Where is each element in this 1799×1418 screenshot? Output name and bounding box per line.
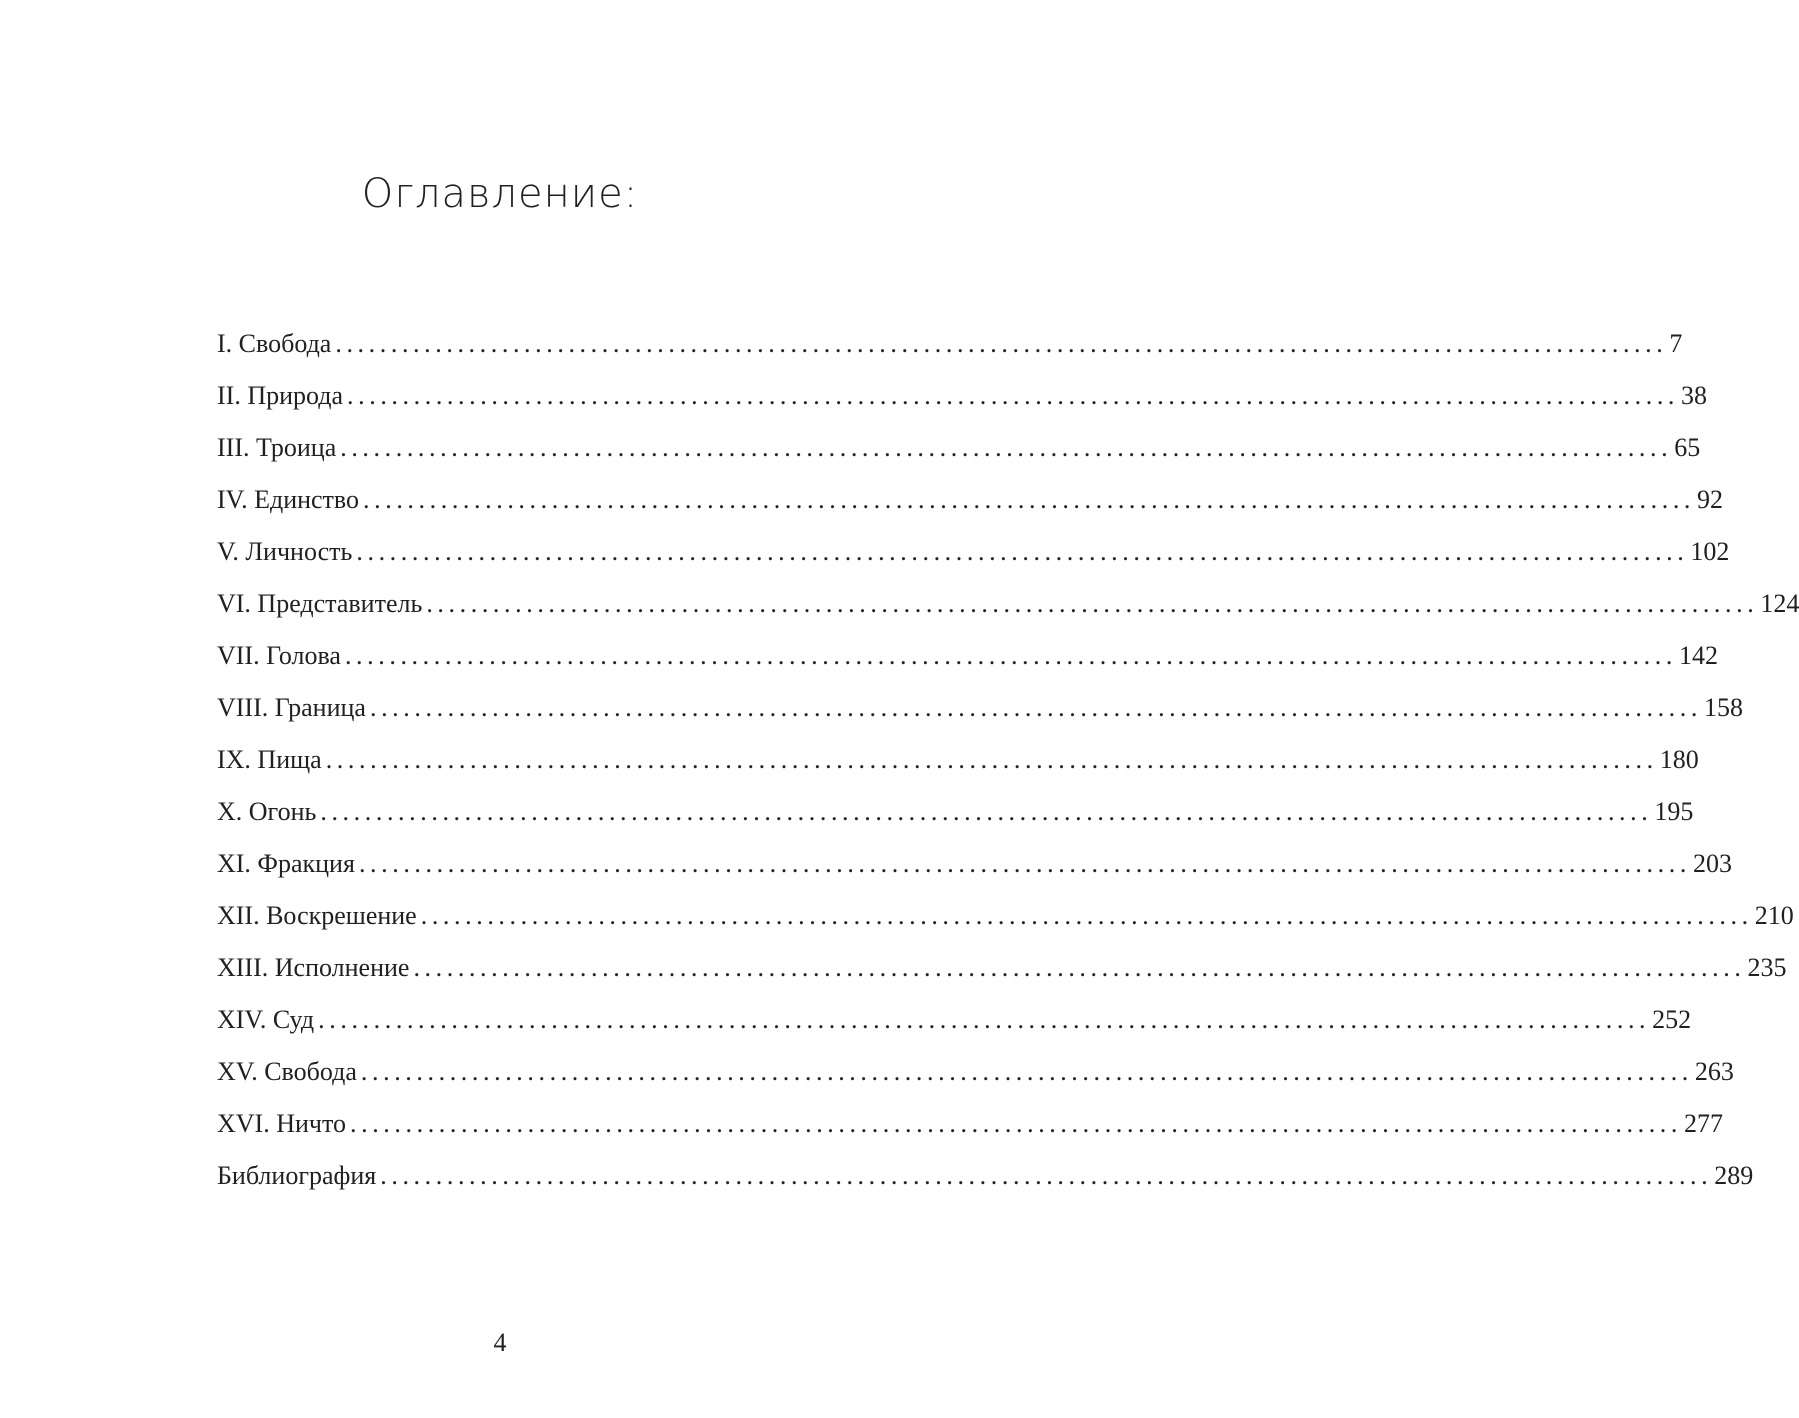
toc-entry xyxy=(217,890,1794,942)
toc-entry xyxy=(217,734,1699,786)
page-number: 4 xyxy=(493,1328,507,1357)
dot-leader: ........................................................................................................................ xyxy=(426,589,1759,618)
dot-leader: ........................................................................................................................ xyxy=(358,849,1691,878)
toc-entry-label: VI. Представитель xyxy=(217,589,423,618)
toc-entry-page: 210 xyxy=(1754,901,1794,930)
toc-entry-page: 92 xyxy=(1697,485,1724,514)
toc-entry-label: XVI. Ничто xyxy=(217,1109,346,1138)
toc-entry xyxy=(217,838,1732,890)
dot-leader: ........................................................................................................................ xyxy=(350,1109,1682,1138)
toc-entry-label: XV. Свобода xyxy=(217,1057,357,1086)
toc-entry-page: 277 xyxy=(1684,1109,1723,1138)
toc-entry-label: VII. Голова xyxy=(217,641,341,670)
toc-entry-page: 142 xyxy=(1678,641,1718,670)
dot-leader: ........................................................................................................................ xyxy=(340,433,1673,462)
toc-entry-page: 195 xyxy=(1654,797,1694,826)
toc-entry xyxy=(217,422,1701,474)
toc-entry-page: 263 xyxy=(1694,1057,1734,1086)
dot-leader: ........................................................................................................................ xyxy=(369,693,1702,722)
toc-entry xyxy=(217,942,1787,994)
dot-leader: ........................................................................................................................ xyxy=(318,1005,1651,1034)
dot-leader: ........................................................................................................................ xyxy=(420,901,1753,930)
toc-entry-label: XI. Фракция xyxy=(217,849,355,878)
toc-entry-page: 158 xyxy=(1703,693,1743,722)
toc-entry xyxy=(217,578,1799,630)
toc-entry-label: XII. Воскрешение xyxy=(217,901,417,930)
dot-leader: ........................................................................................................................ xyxy=(413,953,1746,982)
dot-leader: ........................................................................................................................ xyxy=(380,1161,1713,1190)
toc-entry xyxy=(217,370,1708,422)
toc-entry xyxy=(217,994,1692,1046)
toc-entry xyxy=(217,526,1730,578)
dot-leader: ........................................................................................................................ xyxy=(325,745,1658,774)
toc-entry-page: 124 xyxy=(1760,589,1799,618)
toc-entry xyxy=(217,1098,1723,1150)
dot-leader: ........................................................................................................................ xyxy=(363,485,1696,514)
toc-entry xyxy=(217,318,1683,370)
toc-entry-page: 203 xyxy=(1692,849,1732,878)
page-title: Оглавление: xyxy=(361,171,639,217)
toc-entry-page: 180 xyxy=(1659,745,1699,774)
toc-entry-label: Библиография xyxy=(217,1161,377,1190)
toc-entry-page: 65 xyxy=(1674,433,1701,462)
dot-leader: ........................................................................................................................ xyxy=(347,381,1680,410)
toc-entry-page: 7 xyxy=(1669,329,1683,358)
toc-entry xyxy=(217,682,1743,734)
toc-entry-label: XIII. Исполнение xyxy=(217,953,410,982)
dot-leader: ........................................................................................................................ xyxy=(360,1057,1693,1086)
toc-entry-label: XIV. Суд xyxy=(217,1005,315,1034)
toc-entry-label: I. Свобода xyxy=(217,329,332,358)
toc-entry-label: VIII. Граница xyxy=(217,693,366,722)
toc-entry-page: 235 xyxy=(1747,953,1787,982)
dot-leader: ........................................................................................................................ xyxy=(320,797,1653,826)
toc-entry-label: V. Личность xyxy=(217,537,353,566)
dot-leader: ........................................................................................................................ xyxy=(335,329,1668,358)
toc-entry xyxy=(217,1150,1754,1202)
toc-entry xyxy=(217,630,1718,682)
toc-entry-label: III. Троица xyxy=(217,433,337,462)
dot-leader: ........................................................................................................................ xyxy=(356,537,1689,566)
toc-entry-label: X. Огонь xyxy=(217,797,317,826)
toc-entry-page: 38 xyxy=(1681,381,1708,410)
toc-entry-page: 102 xyxy=(1690,537,1730,566)
toc-entry-page: 289 xyxy=(1714,1161,1754,1190)
table-of-contents xyxy=(217,318,1799,1202)
toc-entry-label: II. Природа xyxy=(217,381,344,410)
toc-entry xyxy=(217,1046,1734,1098)
dot-leader: ........................................................................................................................ xyxy=(344,641,1677,670)
toc-entry-label: IV. Единство xyxy=(217,485,360,514)
toc-entry xyxy=(217,786,1694,838)
toc-entry-label: IX. Пища xyxy=(217,745,322,774)
toc-entry-page: 252 xyxy=(1652,1005,1692,1034)
toc-entry xyxy=(217,474,1724,526)
